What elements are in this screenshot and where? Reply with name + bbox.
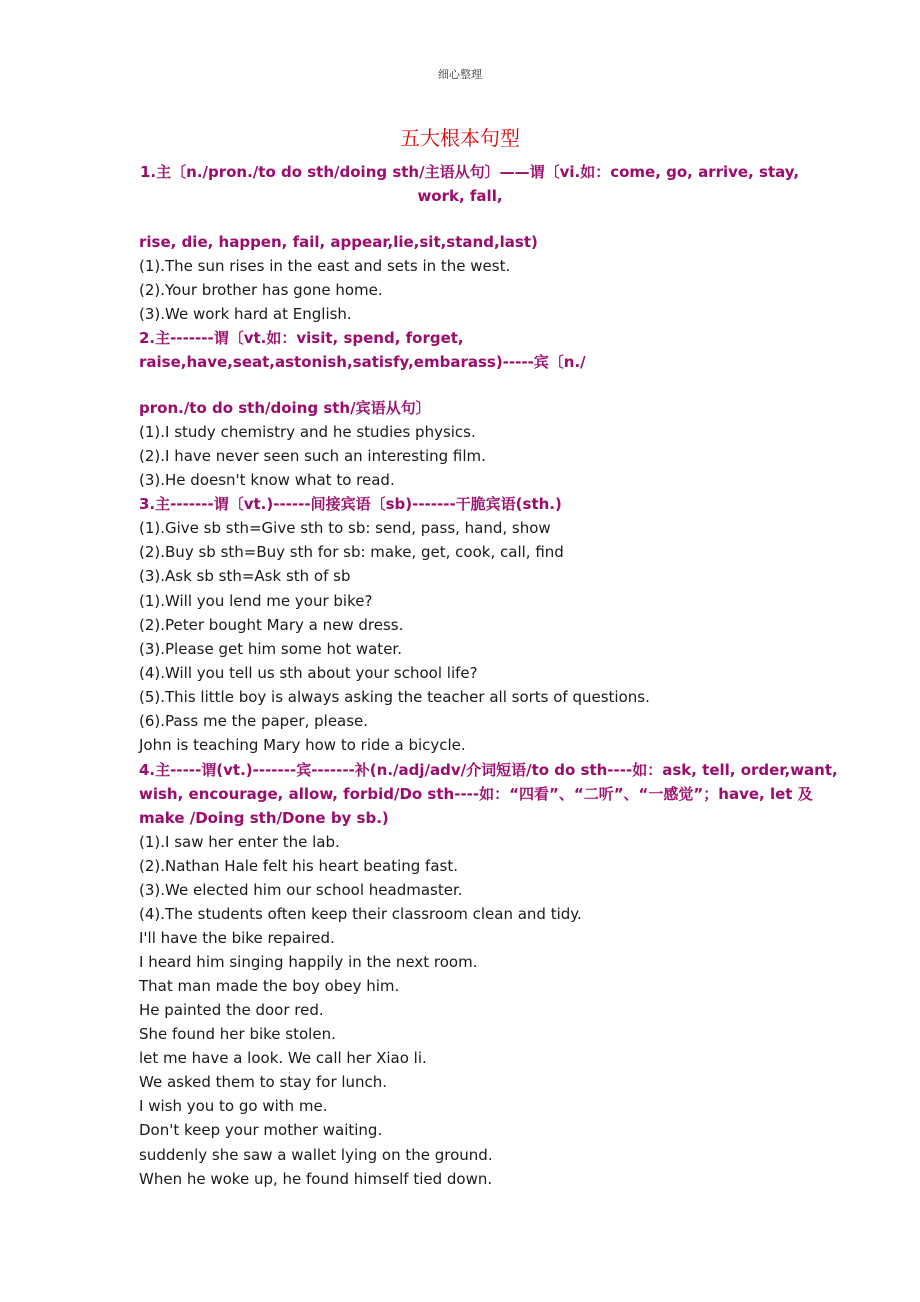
text-line: I heard him singing happily in the next room. [139,953,478,971]
section-heading-line: 1.主〔n./pron./to do sth/doing sth/主语从句〕——谓〔vi.如：come, go, arrive, stay, [140,163,800,181]
text-line: (3).Ask sb sth=Ask sth of sb [139,567,351,585]
section-heading-line: work, fall, [417,187,503,205]
text-line: We asked them to stay for lunch. [139,1073,388,1091]
text-line: (3).Please get him some hot water. [139,640,402,658]
text-line: (2).Peter bought Mary a new dress. [139,616,404,634]
page-title: 五大根本句型 [400,126,520,150]
text-line: When he woke up, he found himself tied down. [139,1170,493,1188]
text-line: (1).I saw her enter the lab. [139,833,340,851]
text-line: (5).This little boy is always asking the teacher all sorts of questions. [139,688,650,706]
text-line: That man made the boy obey him. [139,977,400,995]
text-line: (1).Will you lend me your bike? [139,592,373,610]
section-heading-line: wish, encourage, allow, forbid/Do sth----如：“四看”、“二听”、“一感觉”；have, let 及 [139,785,813,803]
text-line: She found her bike stolen. [139,1025,336,1043]
section-heading-line: make /Doing sth/Done by sb.) [139,809,389,827]
section-heading-line: raise,have,seat,astonish,satisfy,embarass)-----宾〔n./ [139,353,586,371]
section-heading-line: 2.主-------谓〔vt.如：visit, spend, forget, [139,329,464,347]
text-line: (2).I have never seen such an interesting film. [139,447,486,465]
text-line: (4).Will you tell us sth about your school life? [139,664,478,682]
text-line: (1).I study chemistry and he studies physics. [139,423,476,441]
text-line: (1).The sun rises in the east and sets in the west. [139,257,511,275]
text-line: I'll have the bike repaired. [139,929,335,947]
text-line: He painted the door red. [139,1001,324,1019]
text-line: (3).He doesn't know what to read. [139,471,395,489]
section-heading-line: 3.主-------谓〔vt.)------间接宾语〔sb)-------干脆宾语(sth.) [139,495,562,513]
text-line: (1).Give sb sth=Give sth to sb: send, pass, hand, show [139,519,551,537]
text-line: let me have a look. We call her Xiao li. [139,1049,427,1067]
text-line: (6).Pass me the paper, please. [139,712,369,730]
text-line: (2).Nathan Hale felt his heart beating fast. [139,857,458,875]
page-header: 细心整理 [438,68,482,81]
text-line: (3).We elected him our school headmaster. [139,881,463,899]
text-line: I wish you to go with me. [139,1097,328,1115]
text-line: (4).The students often keep their classroom clean and tidy. [139,905,582,923]
text-line: (3).We work hard at English. [139,305,352,323]
section-heading-line: rise, die, happen, fail, appear,lie,sit,stand,last) [139,233,538,251]
text-line: (2).Buy sb sth=Buy sth for sb: make, get, cook, call, find [139,543,564,561]
text-line: suddenly she saw a wallet lying on the ground. [139,1146,493,1164]
text-line: John is teaching Mary how to ride a bicycle. [139,736,466,754]
section-heading-line: 4.主-----谓(vt.)-------宾-------补(n./adj/adv/介词短语/to do sth----如：ask, tell, order,want, [139,761,838,779]
section-heading-line: pron./to do sth/doing sth/宾语从句〕 [139,399,431,417]
text-line: (2).Your brother has gone home. [139,281,383,299]
text-line: Don't keep your mother waiting. [139,1121,383,1139]
